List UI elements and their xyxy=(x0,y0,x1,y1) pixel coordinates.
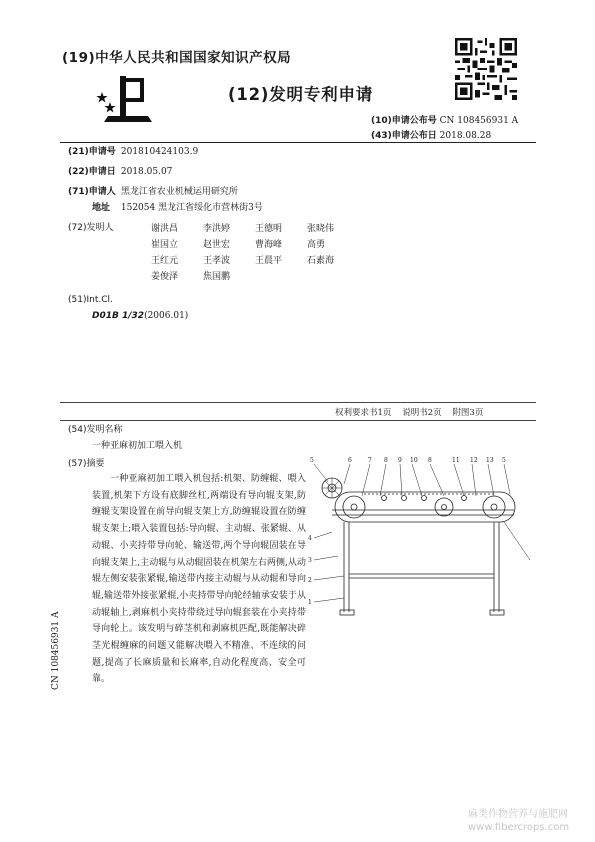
drawing-label: 8 xyxy=(384,457,388,464)
application-number-code: (21)申请号 xyxy=(68,147,116,157)
int-cl-class: D01B 1/32 xyxy=(92,311,145,321)
applicant xyxy=(68,186,238,199)
drawing-label: 1 xyxy=(308,599,312,606)
publication-date-value: 2018.08.28 xyxy=(439,131,492,141)
filing-date xyxy=(68,166,172,179)
office-logo xyxy=(96,72,156,124)
filing-date-value: 2018.05.07 xyxy=(120,167,173,177)
address xyxy=(68,202,263,215)
inventor-name: 石素海 xyxy=(307,256,335,266)
drawing-label: 7 xyxy=(368,457,372,464)
inventor-name: 曹海峰 xyxy=(255,240,283,250)
inventor-name: 赵世宏 xyxy=(203,240,231,250)
title-code: (54)发明名称 xyxy=(68,425,123,435)
int-cl-date: (2006.01) xyxy=(144,311,189,321)
inventor-name: 高勇 xyxy=(307,240,326,250)
drawing-label: 12 xyxy=(470,457,478,464)
drawing-label: 2 xyxy=(308,577,312,584)
drawing-label: 5 xyxy=(502,457,506,464)
inventor-row xyxy=(151,253,359,269)
drawing-label: 10 xyxy=(410,457,418,464)
section-rule xyxy=(60,420,536,421)
drawing-label: 11 xyxy=(452,457,460,464)
office-name: (19)中华人民共和国国家知识产权局 xyxy=(62,50,292,66)
abstract-code: (57)摘要 xyxy=(68,459,105,469)
header-rule xyxy=(60,142,536,143)
inventor-name: 谢洪昌 xyxy=(151,224,179,234)
drawing-label: 3 xyxy=(308,557,312,564)
applicant-code: (71)申请人 xyxy=(68,187,116,197)
application-number-value: 201810424103.9 xyxy=(120,147,199,157)
page-count: 权利要求书1页 说明书2页 附图3页 xyxy=(335,408,484,418)
inventor-name: 李洪婷 xyxy=(203,224,231,234)
document-type: (12)发明专利申请 xyxy=(228,85,374,104)
inventor-name: 张晓伟 xyxy=(307,224,335,234)
inventor-name: 焦国鹏 xyxy=(203,272,231,282)
abstract-drawing xyxy=(304,452,534,622)
drawing-label: 6 xyxy=(348,457,352,464)
address-label: 地址 xyxy=(92,203,111,213)
qr-code xyxy=(455,38,517,100)
filing-date-code: (22)申请日 xyxy=(68,167,116,177)
drawing-label: 4 xyxy=(308,535,312,542)
publication-date-label: (43)申请公布日 xyxy=(371,131,437,141)
watermark xyxy=(468,808,569,834)
address-value: 152054 黑龙江省绥化市营林街3号 xyxy=(120,203,263,213)
int-cl xyxy=(92,310,188,323)
publication-date xyxy=(371,128,491,141)
inventor-name: 王孝波 xyxy=(203,256,231,266)
inventor-name: 王晨平 xyxy=(255,256,283,266)
inventor-name: 崔国立 xyxy=(151,240,179,250)
drawing-label: 13 xyxy=(486,457,494,464)
publication-number-label: (10)申请公布号 xyxy=(371,116,437,126)
application-number xyxy=(68,146,198,159)
inventor-row xyxy=(151,237,359,253)
inventor-name: 王德明 xyxy=(255,224,283,234)
int-cl-code: (51)Int.Cl. xyxy=(68,295,113,305)
inventor-name: 姜俊泽 xyxy=(151,272,179,282)
section-rule xyxy=(60,402,536,403)
drawing-label: 9 xyxy=(398,457,402,464)
inventor-name: 王红元 xyxy=(151,256,179,266)
invention-title: 一种亚麻初加工喂入机 xyxy=(92,441,183,451)
watermark-line1: 麻类作物营养与施肥网 xyxy=(468,809,568,820)
applicant-value: 黑龙江省农业机械运用研究所 xyxy=(120,187,238,197)
drawing-label: 5 xyxy=(310,457,314,464)
inventors-code: (72)发明人 xyxy=(68,223,114,233)
inventor-row xyxy=(151,269,359,285)
watermark-line2: www.fibercrops.com xyxy=(468,822,570,833)
publication-number xyxy=(371,113,518,126)
side-publication-code: CN 108456931 A xyxy=(51,611,61,690)
inventor-list xyxy=(151,221,359,285)
publication-number-value: CN 108456931 A xyxy=(439,116,519,126)
inventor-row xyxy=(151,221,359,237)
abstract-text: 一种亚麻初加工喂入机包括:机架、防缠辊、喂入装置,机架下方设有底脚丝杠,两端设有导向辊支架,防缠辊支架设置在前导向辊支架上方,防缠辊设置在防缠辊支架上;喂入装置包括:导向辊、主动辊、张紧辊、从动辊、小夹持带导向轮、输送带,两个导向辊固装在导向辊支架上,主动辊与从动辊固装在机架左右两侧,从动辊左侧安装张紧辊,输送带内接主动辊与从动辊和导向辊,输送带外接张紧辊,小夹持带导向轮经轴承安装于从动辊轴上,剥麻机小夹持带绕过导向辊套装在小夹持带导向轮上。该发明与碎茎机和剥麻机匹配,既能解决碎茎光棍缠麻的问题又能解决喂入不精准、不连续的问题,提高了长麻质量和长麻率,自动化程度高、安全可靠。 xyxy=(92,474,306,685)
drawing-label: 8 xyxy=(428,457,432,464)
